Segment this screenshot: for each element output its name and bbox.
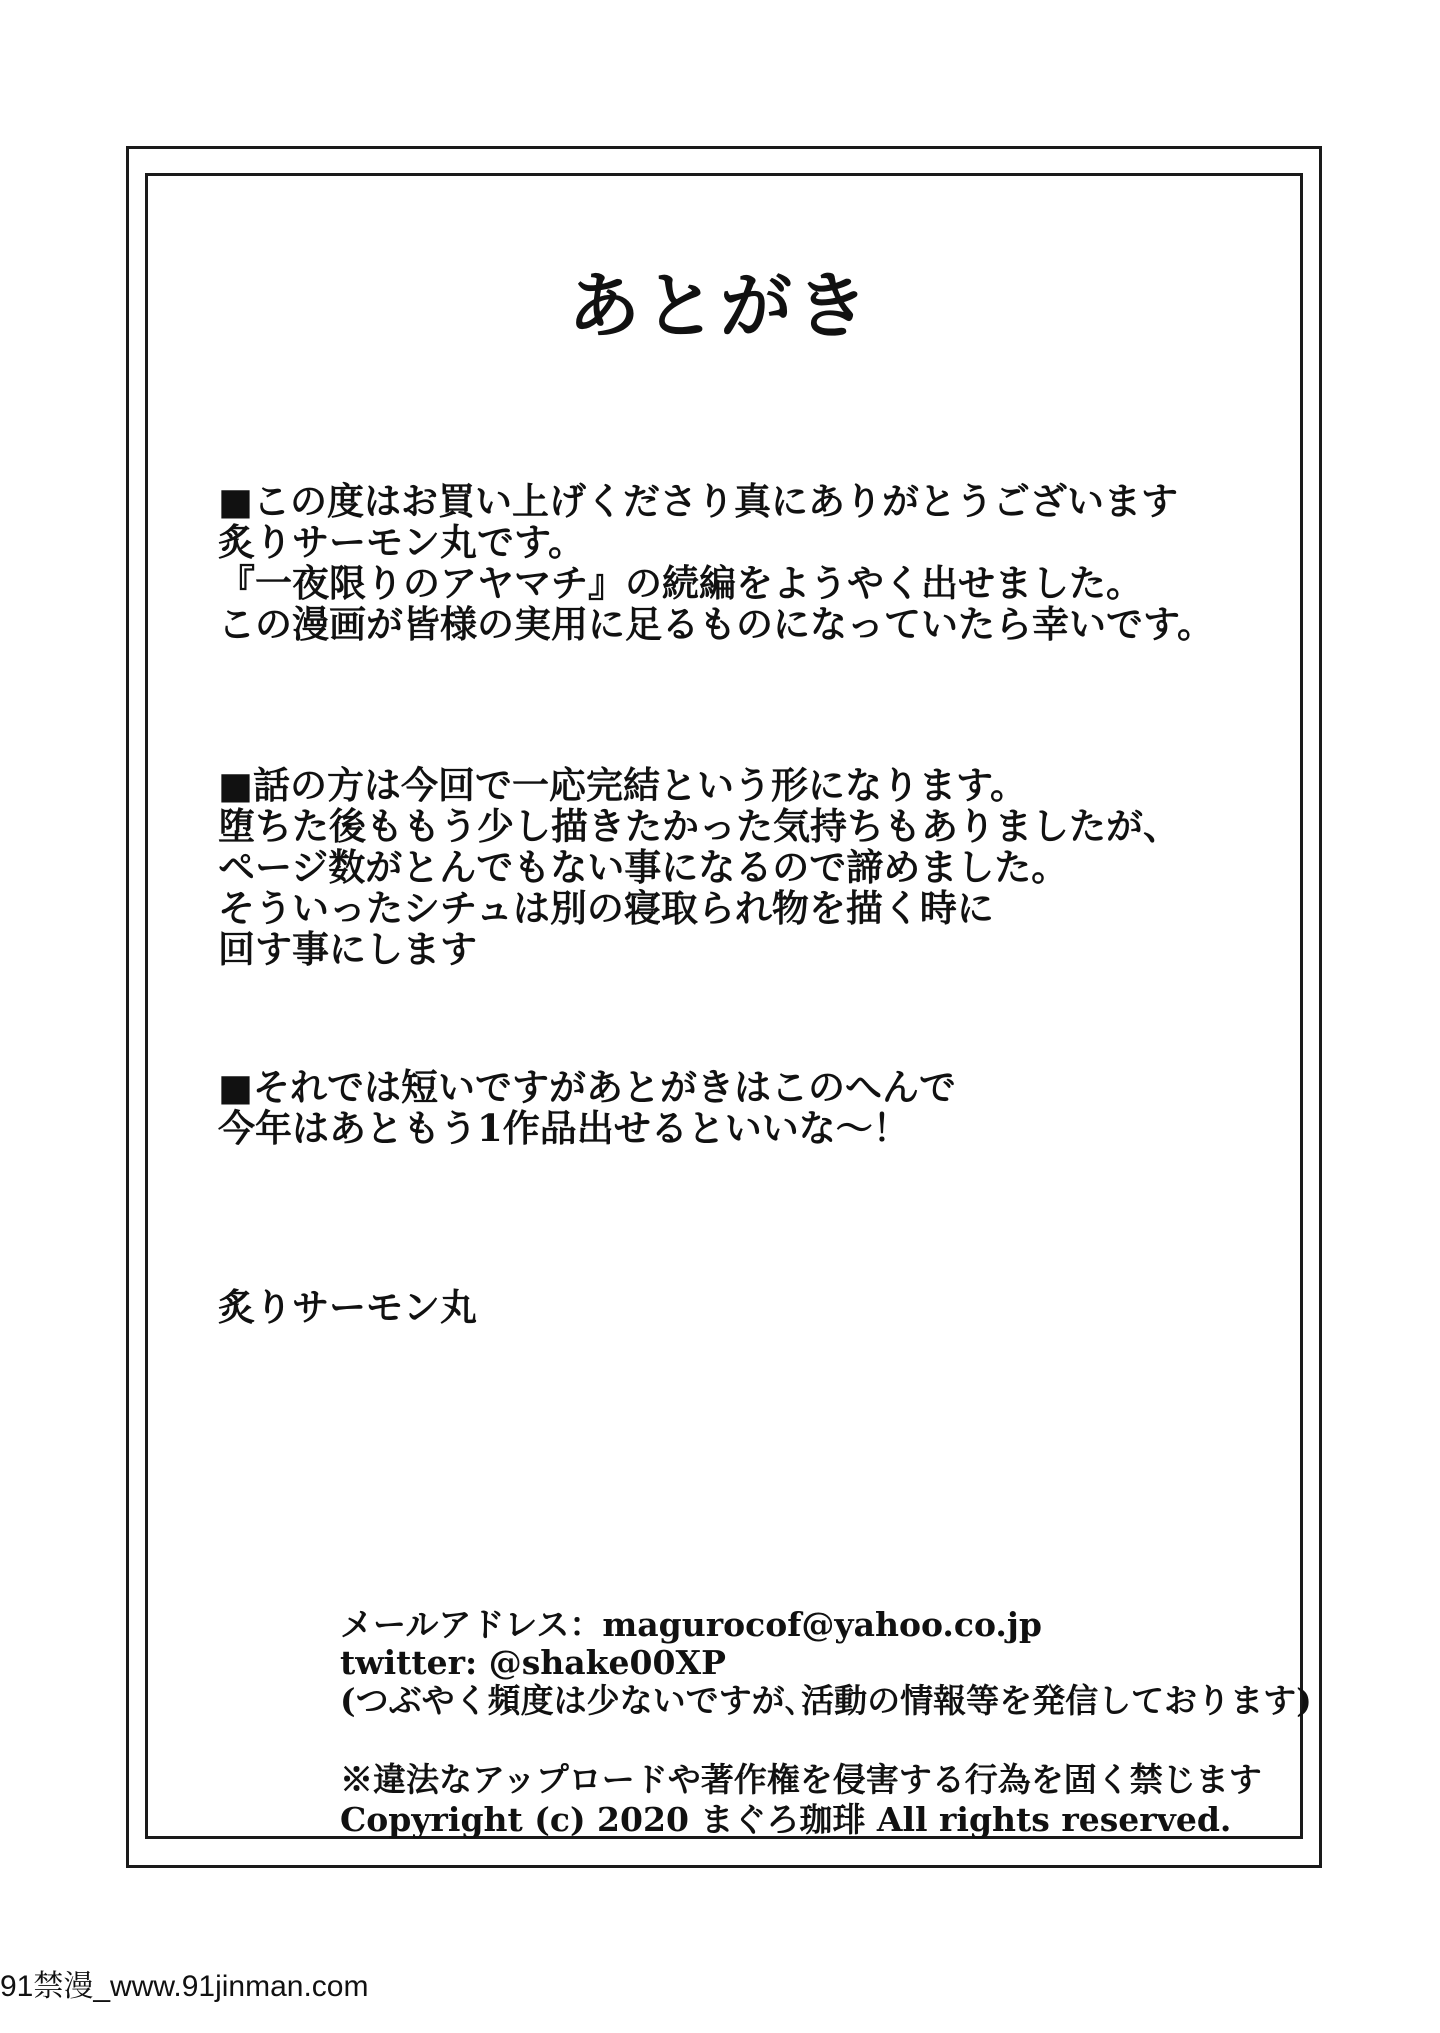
paragraph-line: ■この度はお買い上げくださり真にありがとうございます — [218, 479, 1178, 523]
paragraph-thanks — [218, 481, 1214, 645]
paragraph-closing — [218, 1067, 956, 1149]
twitter-note: (つぶやく頻度は少ないですが､活動の情報等を発信しております) — [340, 1681, 1312, 1720]
twitter-line: twitter: @shake00XP — [340, 1643, 726, 1682]
contact-info — [340, 1606, 1312, 1720]
paragraph-line: この漫画が皆様の実用に足るものになっていたら幸いです。 — [218, 602, 1215, 646]
legal-notice — [340, 1760, 1262, 1840]
upload-warning: ※違法なアップロードや著作権を侵害する行為を固く禁じます — [340, 1760, 1262, 1799]
copyright-line: Copyright (c) 2020 まぐろ珈琲 All rights reserved. — [340, 1800, 1232, 1839]
email-line: メールアドレス：magurocof@yahoo.co.jp — [340, 1605, 1042, 1644]
paragraph-story — [218, 765, 1180, 970]
paragraph-line: ページ数がとんでもない事になるので諦めました。 — [218, 845, 1069, 889]
paragraph-line: そういったシチュは別の寝取られ物を描く時に — [218, 886, 994, 930]
paragraph-line: 炙りサーモン丸です。 — [218, 520, 586, 564]
inner-border — [145, 173, 1303, 1839]
site-watermark: 91禁漫_www.91jinman.com — [0, 1970, 369, 2003]
paragraph-line: 堕ちた後ももう少し描きたかった気持ちもありましたが、 — [218, 804, 1180, 848]
page-title: あとがき — [567, 263, 872, 348]
paragraph-line: 今年はあともう1作品出せるといいな～！ — [218, 1106, 910, 1150]
author-signature: 炙りサーモン丸 — [218, 1285, 477, 1329]
paragraph-line: ■話の方は今回で一応完結という形になります。 — [218, 763, 1027, 807]
paragraph-line: 『一夜限りのアヤマチ』の続編をようやく出せました。 — [218, 561, 1143, 605]
paragraph-line: ■それでは短いですがあとがきはこのへんで — [218, 1065, 956, 1109]
paragraph-line: 回す事にします — [218, 927, 477, 971]
